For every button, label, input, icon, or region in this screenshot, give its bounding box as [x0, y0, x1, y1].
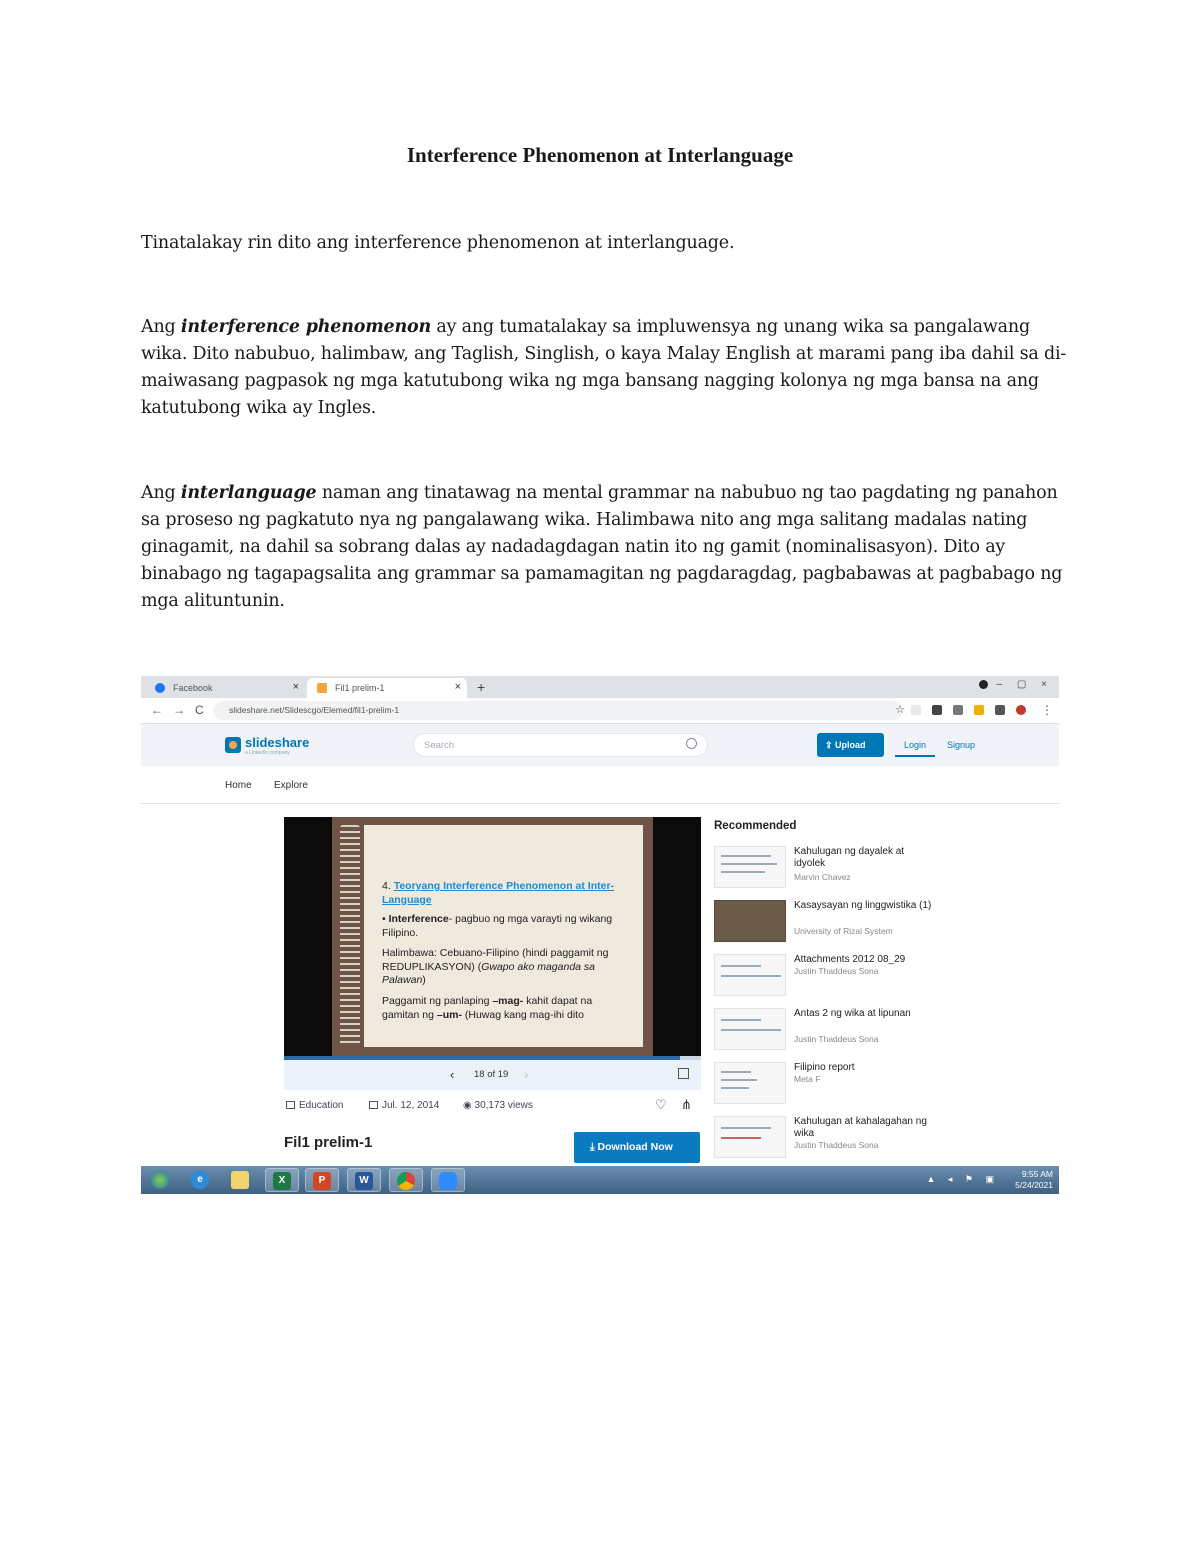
slideshare-header: [141, 724, 1059, 766]
powerpoint-icon: P: [313, 1172, 331, 1190]
slide-example: [382, 947, 632, 988]
thumb-line: [721, 1019, 761, 1021]
notebook-spiral: [340, 825, 360, 1047]
thumb-line: [721, 1127, 771, 1129]
slide-viewer[interactable]: [284, 817, 701, 1056]
puzzle-icon[interactable]: [995, 705, 1005, 715]
close-icon[interactable]: ×: [454, 681, 461, 693]
chrome-icon: [397, 1172, 415, 1190]
recommended-item[interactable]: [714, 954, 1044, 1000]
date-label: Jul. 12, 2014: [382, 1100, 440, 1111]
slide-text: - pagbuo ng mga varayti ng wikang Filipino.: [382, 913, 613, 939]
thumb-line: [721, 1087, 749, 1089]
slide-text: Paggamit ng panlaping: [382, 995, 493, 1007]
slideshare-logo-icon: [225, 737, 241, 753]
view-count: [463, 1100, 533, 1111]
ie-icon: e: [191, 1171, 209, 1189]
category-link[interactable]: [286, 1100, 343, 1111]
recommended-author: Marvin Chavez: [794, 872, 851, 882]
recommended-thumbnail[interactable]: [714, 900, 786, 942]
windows-logo-icon: [151, 1171, 169, 1189]
recommended-item[interactable]: [714, 900, 1044, 946]
thumb-line: [721, 863, 777, 865]
embedded-screenshot: [141, 676, 1059, 1194]
calendar-icon: [369, 1101, 378, 1109]
site-subnav: [141, 766, 1059, 804]
recommended-title[interactable]: Kahulugan at kahalagahan ng wika: [794, 1116, 927, 1139]
tab-slideshare[interactable]: [307, 678, 467, 698]
thumb-line: [721, 871, 765, 873]
chevron-left-icon[interactable]: ‹: [450, 1067, 455, 1082]
thumb-line: [721, 855, 771, 857]
recommended-item[interactable]: [714, 1116, 1044, 1162]
thumb-line: [721, 1137, 761, 1139]
recommended-author: Justin Thaddeus Sona: [794, 1140, 879, 1150]
browser-tabbar: [141, 676, 1059, 698]
tab-label: Fil1 prelim-1: [335, 683, 385, 693]
zoom-icon: [439, 1172, 457, 1190]
recommended-title[interactable]: Kasaysayan ng linggwistika (1): [794, 900, 932, 911]
recommended-item[interactable]: [714, 1062, 1044, 1108]
recommended-item[interactable]: [714, 846, 1044, 892]
word-icon: W: [355, 1172, 373, 1190]
menu-icon[interactable]: ⋮: [1041, 703, 1053, 717]
url-field[interactable]: [213, 701, 903, 720]
new-tab-button[interactable]: +: [477, 679, 486, 695]
slide-bullet: • Interference- pagbuo ng mga varayti ng wikang Filipino.: [382, 913, 613, 939]
recommended-thumbnail[interactable]: [714, 1062, 786, 1104]
slide-bold-term: Interference: [388, 913, 449, 925]
back-icon[interactable]: ←: [151, 703, 163, 717]
clock-time: 9:55 AM: [1021, 1169, 1053, 1179]
nav-explore[interactable]: Explore: [274, 780, 308, 791]
taskbar-zoom[interactable]: [431, 1168, 465, 1192]
url-text[interactable]: slideshare.net/Slidescgo/Elemed/fil1-prelim-1: [229, 705, 400, 715]
tab-facebook[interactable]: [145, 678, 305, 698]
tab-label: Facebook: [173, 683, 213, 693]
slide-heading: [382, 880, 632, 907]
paragraph-body: naman ang tinatawag na mental grammar na nabubuo ng tao pagdating ng panahon sa proseso ng pagkatuto nya ng pangalawang wika. Halimbawa nito ang mga salitang madalas nating ginagamit, na dahil sa sobrang dalas ay nadadagdagan natin ito ng gamit (nominalisasyon). Dito ay binabago ng tagapagsalita ang grammar sa pamamagitan ng pagdaragdag, pagbabawas at pagbabago ng mga alituntunin.: [141, 483, 1063, 611]
views-label: 30,173 views: [474, 1100, 533, 1111]
bookmark-star-icon[interactable]: ☆: [895, 704, 905, 716]
slideshare-favicon-icon: [317, 683, 327, 693]
upload-date: [369, 1100, 439, 1111]
recommended-title[interactable]: Attachments 2012 08_29: [794, 954, 906, 965]
page-counter: 18 of 19: [474, 1069, 509, 1080]
paragraph-lead: Ang: [141, 317, 181, 337]
recommended-item[interactable]: [714, 1008, 1044, 1054]
facebook-icon: [155, 683, 165, 693]
taskbar-clock[interactable]: [1015, 1169, 1053, 1191]
slide-text: ): [422, 974, 426, 986]
folder-icon: [286, 1101, 295, 1109]
chevron-right-icon[interactable]: ›: [524, 1067, 529, 1082]
taskbar-ie[interactable]: [183, 1168, 217, 1192]
recommended-author: Meta F: [794, 1074, 821, 1084]
eye-icon: ◉: [463, 1100, 475, 1111]
recommended-author: University of Rizal System: [794, 926, 893, 936]
extension-icon[interactable]: [953, 705, 963, 715]
thumb-line: [721, 1079, 757, 1081]
recommended-thumbnail[interactable]: [714, 1008, 786, 1050]
window-control-glyphs[interactable]: – ▢ ×: [996, 679, 1053, 690]
slide-text: (Huwag kang mag-ihi dito: [461, 1008, 584, 1021]
address-bar-row: [141, 698, 1059, 724]
term-interference-phenomenon: interference phenomenon: [180, 317, 431, 337]
forward-icon[interactable]: →: [173, 703, 185, 717]
avatar[interactable]: [1016, 705, 1026, 715]
extension-icon[interactable]: [974, 705, 984, 715]
window-controls[interactable]: [979, 679, 1053, 690]
slide-italic: Gwapo ako maganda sa Palawan: [382, 960, 596, 986]
profile-icon[interactable]: [979, 680, 988, 689]
slide-text: kahit dapat na gamitan ng: [382, 995, 593, 1021]
thumb-line: [721, 1029, 781, 1031]
taskbar-explorer[interactable]: [223, 1168, 257, 1192]
login-link[interactable]: Login: [895, 733, 935, 757]
clock-date: 5/24/2021: [1015, 1180, 1053, 1190]
slide-heading-number: 4.: [382, 880, 391, 892]
page-title: Interference Phenomenon at Interlanguage: [406, 143, 794, 167]
recommended-title[interactable]: Kahulugan ng dayalek at idyolek: [794, 846, 905, 869]
start-button[interactable]: [143, 1168, 177, 1192]
reload-icon[interactable]: C: [195, 703, 204, 717]
recommended-author: Justin Thaddeus Sona: [794, 1034, 879, 1044]
windows-taskbar: [141, 1166, 1059, 1194]
slide-usage: [382, 995, 632, 1022]
thumb-line: [721, 1071, 751, 1073]
thumb-line: [721, 975, 781, 977]
document-title: Fil1 prelim-1: [284, 1134, 373, 1151]
thumb-line: [721, 965, 761, 967]
extension-icon[interactable]: [932, 705, 942, 715]
system-tray[interactable]: ▲ ◂ ⚑ ▣: [926, 1174, 999, 1184]
recommended-thumbnail[interactable]: [714, 954, 786, 996]
recommended-title[interactable]: Filipino report: [794, 1062, 855, 1073]
share-icon[interactable]: ⋔: [681, 1097, 692, 1112]
slide-text: Halimbawa: Cebuano-Filipino (hindi paggamit ng REDUPLIKASYON) (: [382, 947, 609, 973]
intro-paragraph: Tinatalakay rin dito ang interference phenomenon at interlanguage.: [141, 233, 735, 253]
interlanguage-paragraph: [141, 480, 1071, 615]
heart-icon[interactable]: ♡: [655, 1097, 667, 1112]
fullscreen-icon[interactable]: [678, 1068, 689, 1079]
logo-name: slideshare: [245, 735, 310, 750]
paragraph-body: ay ang tumatalakay sa impluwensya ng unang wika sa pangalawang wika. Dito nabubuo, halimbaw, ang Taglish, Singlish, o kaya Malay English at marami pang iba dahil sa di-maiwasang pagpasok ng mga katutubong wika ng mga bansang nagging kolonya ng mga bansa na ang katutubong wika ay Ingles.: [141, 317, 1067, 418]
download-button[interactable]: ⤓ Download Now: [574, 1132, 700, 1163]
taskbar-word[interactable]: [347, 1168, 381, 1192]
paragraph-lead: Ang: [141, 483, 181, 503]
recommended-thumbnail[interactable]: [714, 846, 786, 888]
recommended-heading: Recommended: [714, 820, 797, 832]
taskbar-powerpoint[interactable]: [305, 1168, 339, 1192]
folder-icon: [231, 1171, 249, 1189]
logo-tagline: a LinkedIn company: [245, 750, 290, 756]
search-input[interactable]: [413, 733, 708, 757]
interference-paragraph: [141, 314, 1071, 422]
slide-pager: [284, 1060, 701, 1090]
slide-heading-link: Teoryang Interference Phenomenon at Inter-Language: [382, 880, 615, 906]
recommended-thumbnail[interactable]: [714, 1116, 786, 1158]
slide-bold-term: –um-: [436, 1008, 462, 1021]
recommended-title[interactable]: Antas 2 ng wika at lipunan: [794, 1008, 911, 1019]
search-icon[interactable]: [686, 738, 697, 749]
slide-page: [364, 825, 643, 1047]
extension-icon[interactable]: [911, 705, 921, 715]
taskbar-chrome[interactable]: [389, 1168, 423, 1192]
nav-home[interactable]: Home: [225, 780, 252, 791]
term-interlanguage: interlanguage: [180, 483, 317, 503]
taskbar-excel[interactable]: [265, 1168, 299, 1192]
close-icon[interactable]: ×: [292, 681, 299, 693]
excel-icon: X: [273, 1172, 291, 1190]
recommended-author: Justin Thaddeus Sona: [794, 966, 879, 976]
category-label[interactable]: Education: [299, 1100, 344, 1111]
signup-link[interactable]: Signup: [947, 740, 976, 750]
upload-button[interactable]: ⇪ Upload: [817, 733, 884, 757]
search-placeholder: Search: [424, 740, 455, 751]
slide-bold-term: –mag-: [492, 995, 524, 1007]
slide-image: [332, 817, 653, 1056]
